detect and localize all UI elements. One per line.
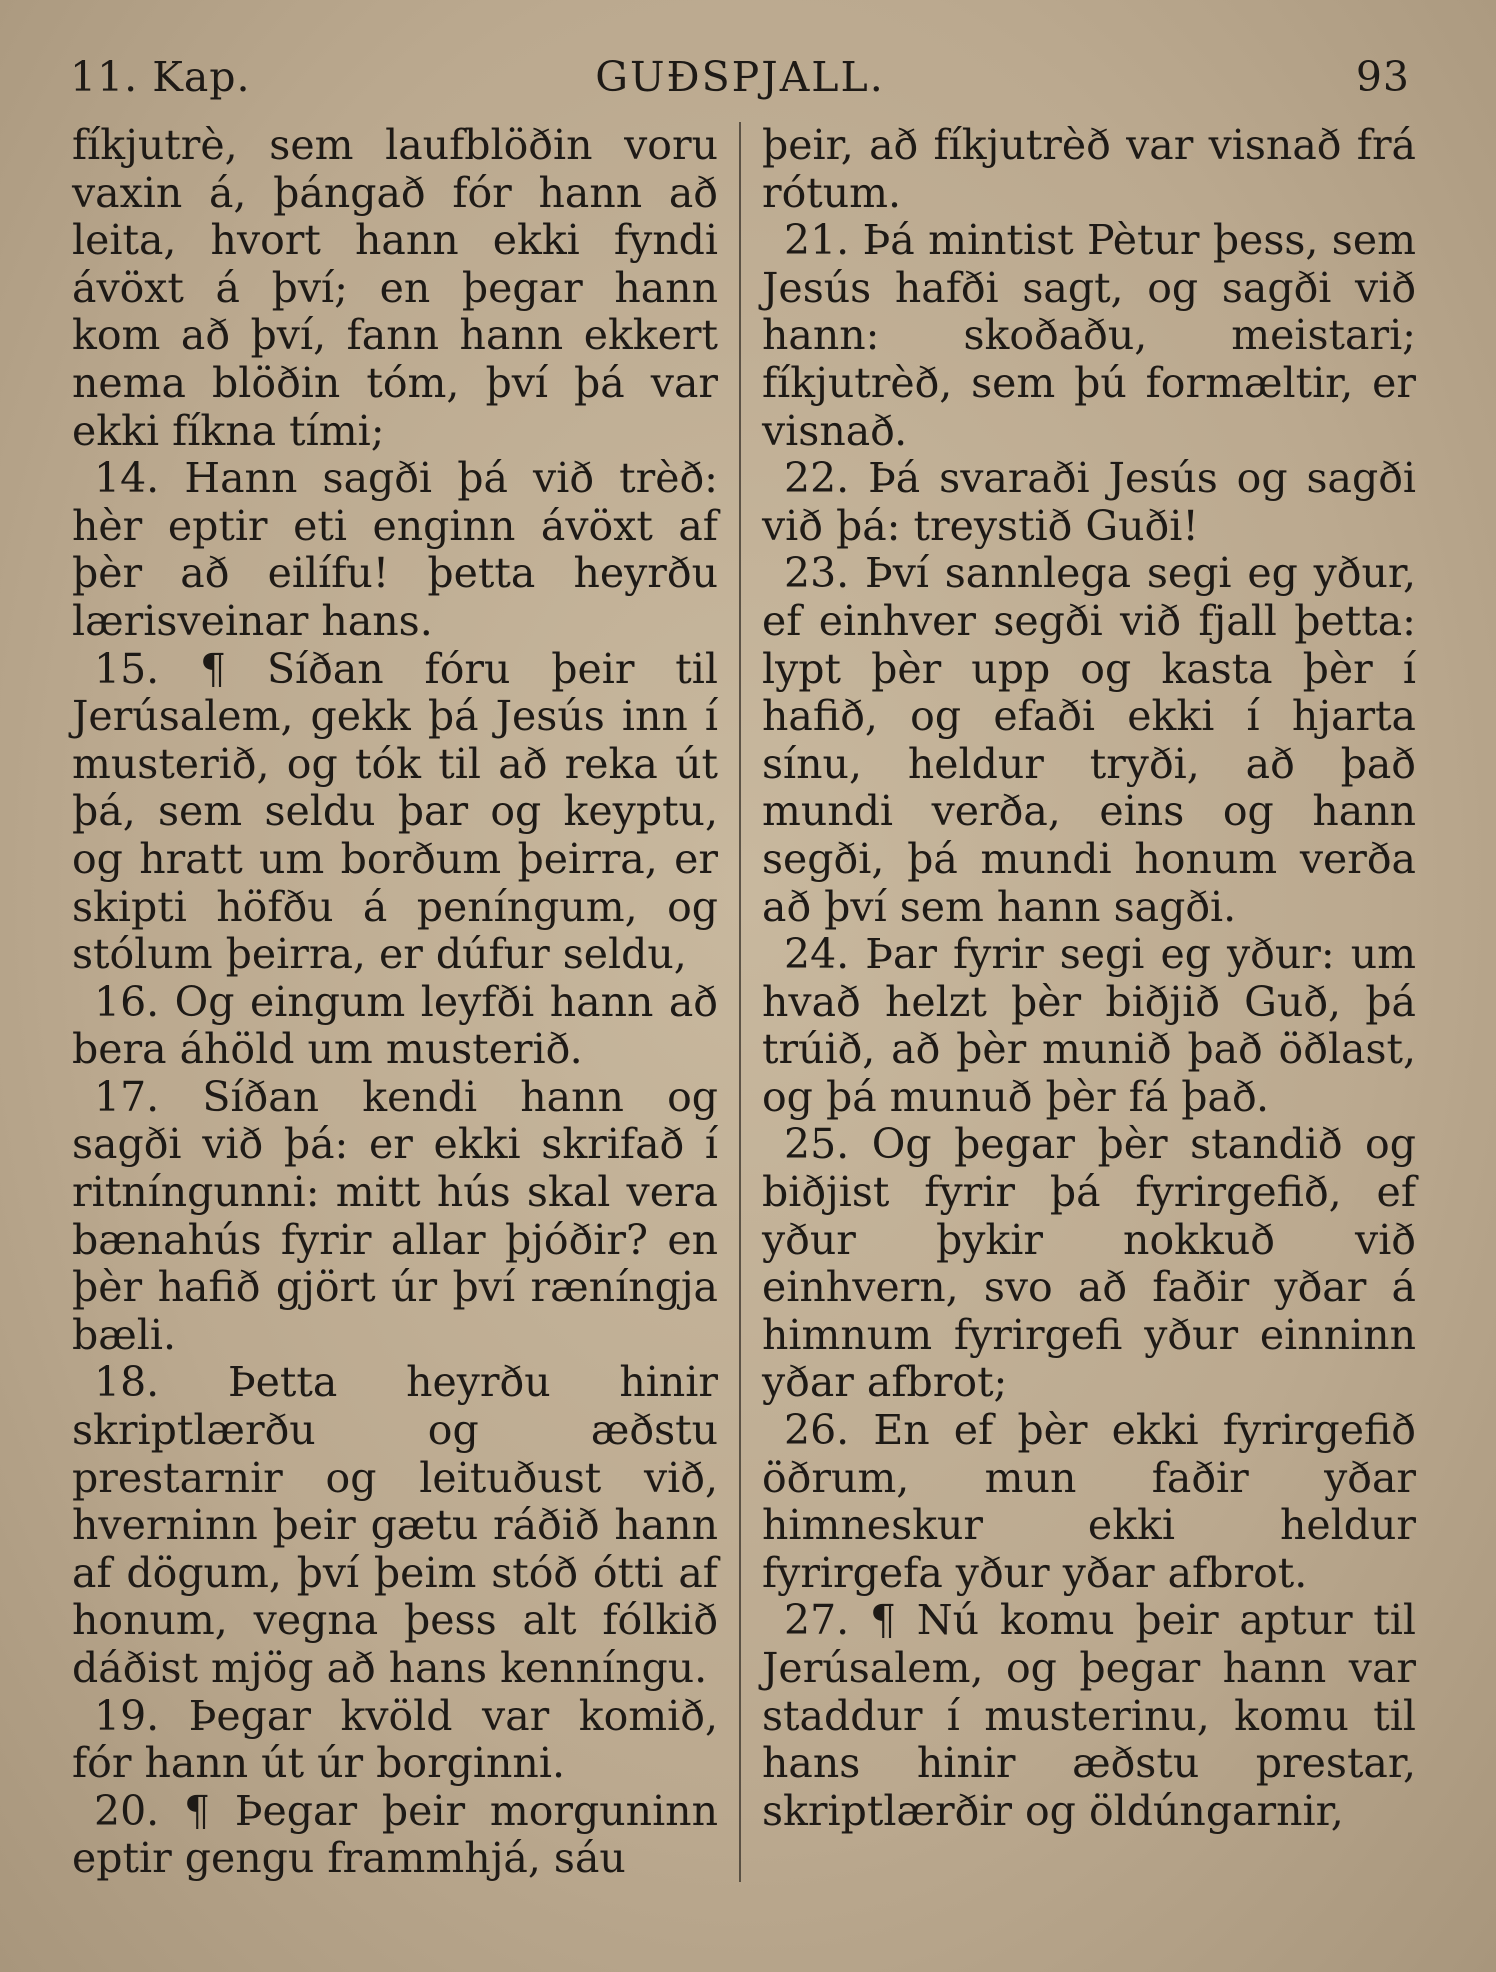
verse-24: 24. Þar fyrir segi eg yður: um hvað helzt þèr biðjið Guð, þá trúið, að þèr munið það öðlast, og þá munuð þèr fá það. [762,930,1416,1121]
verse-17: 17. Síðan kendi hann og sagði við þá: er ekki skrifað í ritníngunni: mitt hús skal vera bænahús fyrir allar þjóðir? en þèr hafið gjört úr því ræníngja bæli. [72,1072,718,1359]
left-column [72,122,718,1883]
verse-23: 23. Því sannlega segi eg yður, ef einhver segði við fjall þetta: lypt þèr upp og kasta þèr í hafið, og efaði ekki í hjarta sínu, heldur tryði, að það mundi verða, eins og hann segði, þá mundi honum verða að því sem hann sagði. [762,549,1416,931]
verse-18: 18. Þetta heyrðu hinir skriptlærðu og æðstu prestarnir og leituðust við, hverninn þeir gætu ráðið hann af dögum, því þeim stóð ótti af honum, vegna þess alt fólkið dáðist mjög að hans kenníngu. [72,1358,718,1692]
column-divider [739,122,741,1882]
continued-paragraph: þeir, að fíkjutrèð var visnað frá rótum. [762,121,1416,217]
page-title: GUÐSPJALL. [595,53,885,101]
verse-16: 16. Og eingum leyfði hann að bera áhöld um musterið. [72,977,718,1074]
verse-25: 25. Og þegar þèr standið og biðjist fyrir þá fyrirgefið, ef yður þykir nokkuð við einhvern, svo að faðir yðar á himnum fyrirgefi yður einninn yðar afbrot; [762,1120,1416,1407]
chapter-label: 11. Kap. [70,53,251,101]
verse-14: 14. Hann sagði þá við trèð: hèr eptir eti enginn ávöxt af þèr að eilífu! þetta heyrðu lærisveinar hans. [72,454,718,645]
verse-21: 21. Þá mintist Pètur þess, sem Jesús hafði sagt, og sagði við hann: skoðaðu, meistari; fíkjutrèð, sem þú formæltir, er visnað. [762,216,1416,455]
page-number: 93 [1355,53,1410,101]
continued-paragraph: fíkjutrè, sem laufblöðin voru vaxin á, þángað fór hann að leita, hvort hann ekki fyndi ávöxt á því; en þegar hann kom að því, fann hann ekkert nema blöðin tóm, því þá var ekki fíkna tími; [72,121,718,455]
verse-26: 26. En ef þèr ekki fyrirgefið öðrum, mun faðir yðar himneskur ekki heldur fyrirgefa yður yðar afbrot. [762,1406,1416,1597]
running-head [70,52,1410,102]
verse-15: 15. ¶ Síðan fóru þeir til Jerúsalem, gekk þá Jesús inn í musterið, og tók til að reka út þá, sem seldu þar og keyptu, og hratt um borðum þeirra, er skipti höfðu á peníngum, og stólum þeirra, er dúfur seldu, [72,644,718,979]
right-column [762,122,1416,1835]
verse-22: 22. Þá svaraði Jesús og sagði við þá: treystið Guði! [762,454,1416,550]
verse-27: 27. ¶ Nú komu þeir aptur til Jerúsalem, og þegar hann var staddur í musterinu, komu til hans hinir æðstu prestar, skriptlærðir og öldúngarnir, [762,1596,1416,1835]
verse-20: 20. ¶ Þegar þeir morguninn eptir gengu frammhjá, sáu [72,1786,718,1883]
verse-19: 19. Þegar kvöld var komið, fór hann út úr borginni. [72,1691,718,1788]
